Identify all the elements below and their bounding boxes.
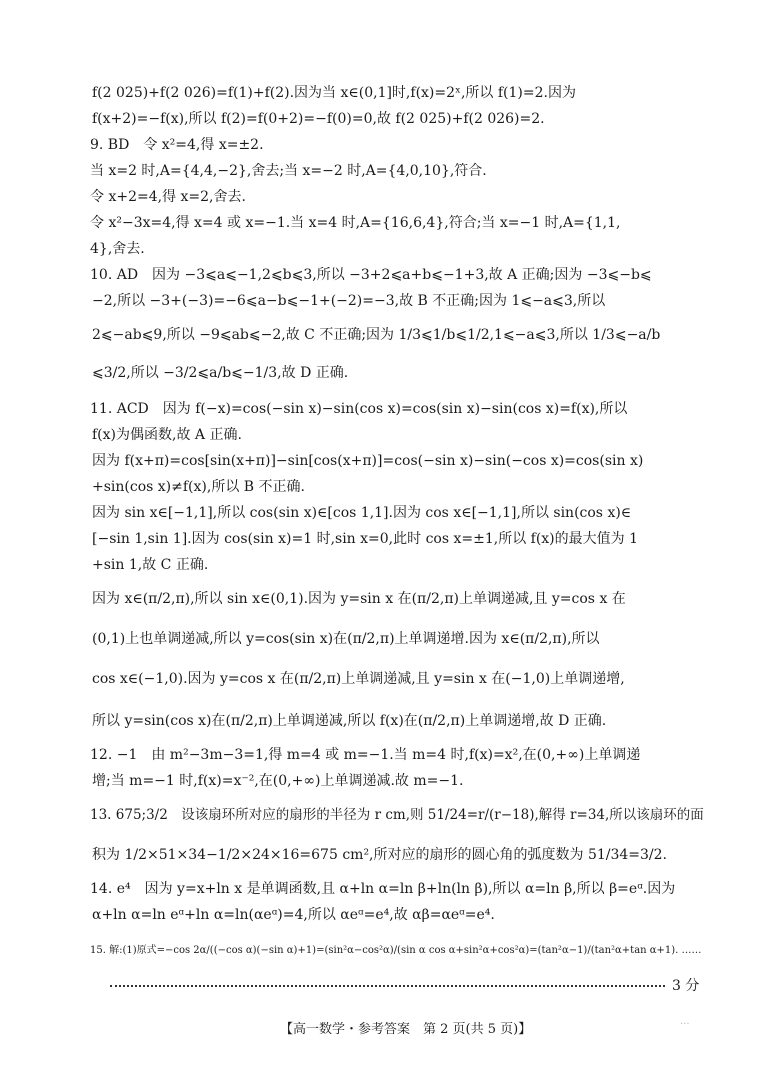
text-line: 当 x=2 时,A={4,4,−2},舍去;当 x=−2 时,A={4,0,10},符合. xyxy=(90,163,487,179)
text-line: [−sin 1,sin 1].因为 cos(sin x)=1 时,sin x=0,此时 cos x=±1,所以 f(x)的最大值为 1 xyxy=(92,531,639,547)
problem-9-header: 9. BD 令 x²=4,得 x=±2. xyxy=(90,137,264,153)
problem-10-header: 10. AD 因为 −3⩽a⩽−1,2⩽b⩽3,所以 −3+2⩽a+b⩽−1+3,故 A 正确;因为 −3⩽−b⩽ xyxy=(90,267,652,283)
problem-13-header: 13. 675;3/2 设该扇环所对应的扇形的半径为 r cm,则 51/24=r/(r−18),解得 r=34,所以该扇环的面 xyxy=(90,807,704,823)
text-line: 令 x²−3x=4,得 x=4 或 x=−1.当 x=4 时,A={16,6,4},符合;当 x=−1 时,A={1,1, xyxy=(90,215,621,231)
text-line: 4},舍去. xyxy=(90,241,145,257)
text-line: 令 x+2=4,得 x=2,舍去. xyxy=(90,189,246,205)
text-line: 积为 1/2×51×34−1/2×24×16=675 cm²,所对应的扇形的圆心角的弧度数为 51/34=3/2. xyxy=(92,847,668,863)
problem-12-header: 12. −1 由 m²−3m−3=1,得 m=4 或 m=−1.当 m=4 时,f(x)=x²,在(0,+∞)上单调递 xyxy=(90,747,641,763)
page-footer: 【高一数学・参考答案 第 2 页(共 5 页)】 xyxy=(280,1022,532,1037)
text-line: f(2 025)+f(2 026)=f(1)+f(2).因为当 x∈(0,1]时,f(x)=2ˣ,所以 f(1)=2.因为 xyxy=(92,85,576,101)
problem-11-header: 11. ACD 因为 f(−x)=cos(−sin x)−sin(cos x)=cos(sin x)−sin(cos x)=f(x),所以 xyxy=(90,401,628,417)
text-line: 因为 x∈(π/2,π),所以 sin x∈(0,1).因为 y=sin x 在(π/2,π)上单调递减,且 y=cos x 在 xyxy=(92,591,626,607)
problem-15-header: 15. 解:(1)原式=−cos 2α/((−cos α)(−sin α)+1)=(sin²α−cos²α)/(sin α cos α+sin²α+cos²α)=(tan²α−1)/(tan²α+tan α+1). …… xyxy=(90,945,702,956)
text-line: f(x)为偶函数,故 A 正确. xyxy=(92,427,242,443)
corner-mark: ... xyxy=(680,1016,690,1027)
text-line: +sin 1,故 C 正确. xyxy=(92,557,209,573)
text-line: 所以 y=sin(cos x)在(π/2,π)上单调递减,所以 f(x)在(π/2,π)上单调递增,故 D 正确. xyxy=(92,713,607,729)
text-line: ⩽3/2,所以 −3/2⩽a/b⩽−1/3,故 D 正确. xyxy=(92,365,349,381)
problem-14-header: 14. e⁴ 因为 y=x+ln x 是单调函数,且 α+ln α=ln β+ln(ln β),所以 α=ln β,所以 β=eᵅ.因为 xyxy=(90,881,676,897)
score-label: 3 分 xyxy=(672,978,700,994)
text-line: α+ln α=ln eᵅ+ln α=ln(αeᵅ)=4,所以 αeᵅ=e⁴,故 αβ=αeᵅ=e⁴. xyxy=(92,907,495,923)
text-line: (0,1)上也单调递减,所以 y=cos(sin x)在(π/2,π)上单调递增.因为 x∈(π/2,π),所以 xyxy=(92,631,600,647)
text-line: 2⩽−ab⩽9,所以 −9⩽ab⩽−2,故 C 不正确;因为 1/3⩽1/b⩽1/2,1⩽−a⩽3,所以 1/3⩽−a/b xyxy=(92,327,661,343)
text-line: 因为 sin x∈[−1,1],所以 cos(sin x)∈[cos 1,1].因为 cos x∈[−1,1],所以 sin(cos x)∈ xyxy=(92,505,632,521)
dotted-leader xyxy=(110,985,665,987)
text-line: cos x∈(−1,0).因为 y=cos x 在(π/2,π)上单调递减,且 y=sin x 在(−1,0)上单调递增, xyxy=(92,671,625,687)
text-line: 增;当 m=−1 时,f(x)=x⁻²,在(0,+∞)上单调递减.故 m=−1. xyxy=(92,773,464,789)
text-line: +sin(cos x)≠f(x),所以 B 不正确. xyxy=(92,479,305,495)
text-line: 因为 f(x+π)=cos[sin(x+π)]−sin[cos(x+π)]=cos(−sin x)−sin(−cos x)=cos(sin x) xyxy=(92,453,644,469)
text-line: −2,所以 −3+(−3)=−6⩽a−b⩽−1+(−2)=−3,故 B 不正确;因为 1⩽−a⩽3,所以 xyxy=(92,293,606,309)
text-line: f(x+2)=−f(x),所以 f(2)=f(0+2)=−f(0)=0,故 f(2 025)+f(2 026)=2. xyxy=(92,111,545,127)
